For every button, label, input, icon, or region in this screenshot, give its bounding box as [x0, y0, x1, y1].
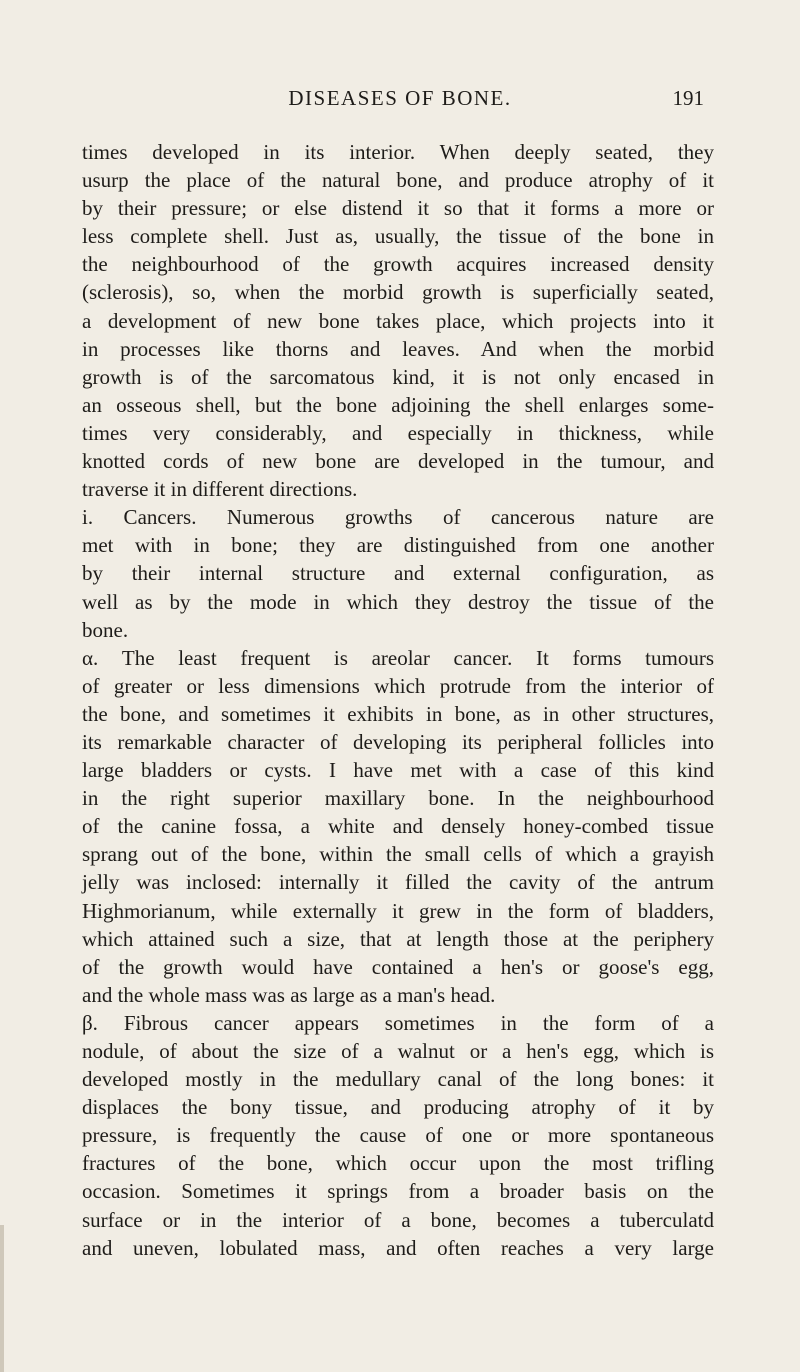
text-line: traverse it in different directions.	[82, 477, 358, 502]
running-head: DISEASES OF BONE.	[288, 86, 512, 110]
text-line: an osseous shell, but the bone adjoining the shell enlarges some-	[82, 392, 714, 417]
body-text	[82, 138, 714, 1262]
text-line: fractures of the bone, which occur upon the most trifling	[82, 1151, 714, 1176]
text-line: bone.	[82, 617, 129, 642]
text-line: developed mostly in the medullary canal of the long bones: it	[82, 1067, 714, 1092]
text-line: in processes like thorns and leaves. And when the morbid	[82, 336, 714, 361]
text-line: and the whole mass was as large as a man's head.	[82, 982, 496, 1007]
text-line: the bone, and sometimes it exhibits in bone, as in other structures,	[82, 701, 714, 726]
text-line: Highmorianum, while externally it grew in the form of bladders,	[82, 898, 714, 923]
binding-edge	[0, 1225, 4, 1372]
text-line: met with in bone; they are distinguished from one another	[82, 533, 714, 558]
page-number: 191	[672, 86, 704, 110]
text-line: in the right superior maxillary bone. In the neighbourhood	[82, 786, 714, 811]
text-line: less complete shell. Just as, usually, the tissue of the bone in	[82, 224, 714, 249]
text-line: displaces the bony tissue, and producing atrophy of it by	[82, 1095, 714, 1120]
text-line: α. The least frequent is areolar cancer. It forms tumours	[82, 645, 714, 670]
text-line: knotted cords of new bone are developed in the tumour, and	[82, 449, 714, 474]
text-line: by their pressure; or else distend it so that it forms a more or	[82, 196, 714, 221]
text-line: (sclerosis), so, when the morbid growth is superficially seated,	[82, 280, 714, 305]
text-line: a development of new bone takes place, which projects into it	[82, 308, 714, 333]
text-line: occasion. Sometimes it springs from a broader basis on the	[82, 1179, 714, 1204]
text-line: of the canine fossa, a white and densely honey-combed tissue	[82, 814, 714, 839]
text-line: the neighbourhood of the growth acquires increased density	[82, 252, 714, 277]
text-line: of the growth would have contained a hen's or goose's egg,	[82, 954, 714, 979]
text-line: its remarkable character of developing its peripheral follicles into	[82, 729, 714, 754]
text-line: of greater or less dimensions which protrude from the interior of	[82, 673, 714, 698]
text-line: and uneven, lobulated mass, and often reaches a very large	[82, 1235, 714, 1260]
text-line: well as by the mode in which they destroy the tissue of the	[82, 589, 714, 614]
text-line: times developed in its interior. When deeply seated, they	[82, 140, 714, 164]
text-line: surface or in the interior of a bone, becomes a tuberculatd	[82, 1207, 714, 1232]
text-line: sprang out of the bone, within the small cells of which a grayish	[82, 842, 714, 867]
page-header	[0, 80, 800, 120]
text-line: usurp the place of the natural bone, and produce atrophy of it	[82, 168, 714, 193]
text-line: β. Fibrous cancer appears sometimes in the form of a	[82, 1010, 714, 1035]
text-line: large bladders or cysts. I have met with a case of this kind	[82, 758, 714, 783]
text-line: which attained such a size, that at length those at the periphery	[82, 926, 714, 951]
text-line: pressure, is frequently the cause of one or more spontaneous	[82, 1123, 714, 1148]
text-line: nodule, of about the size of a walnut or a hen's egg, which is	[82, 1039, 714, 1063]
text-line: i. Cancers. Numerous growths of cancerous nature are	[82, 505, 714, 530]
text-line: times very considerably, and especially in thickness, while	[82, 420, 714, 445]
text-line: jelly was inclosed: internally it filled the cavity of the antrum	[82, 870, 714, 895]
text-line: growth is of the sarcomatous kind, it is not only encased in	[82, 364, 714, 389]
text-line: by their internal structure and external configuration, as	[82, 561, 714, 586]
